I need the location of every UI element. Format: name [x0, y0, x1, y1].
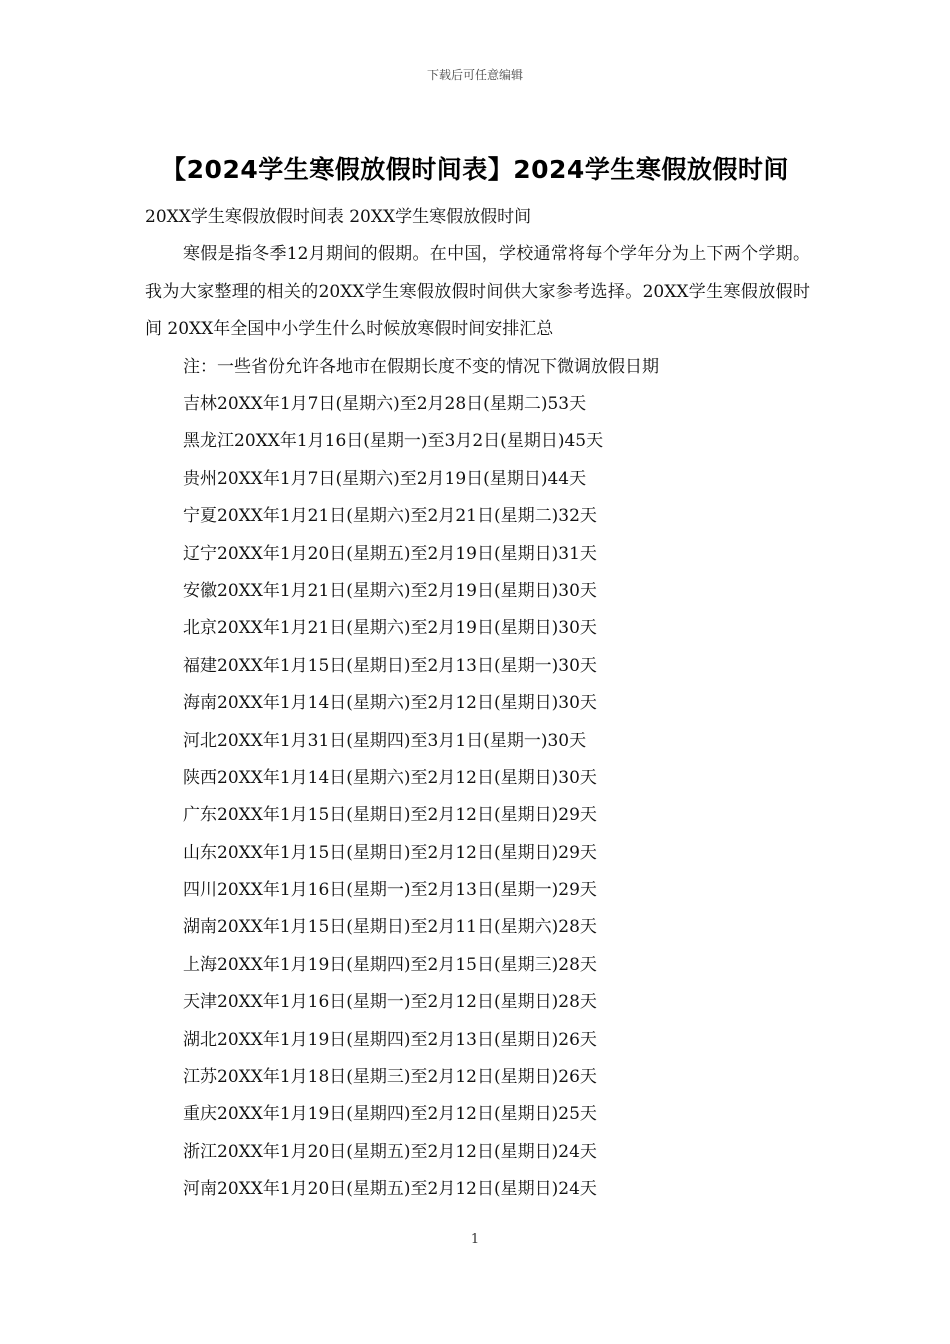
schedule-item: 天津20XX年1月16日(星期一)至2月12日(星期日)28天	[183, 992, 597, 1013]
schedule-item: 四川20XX年1月16日(星期一)至2月13日(星期一)29天	[183, 880, 597, 901]
schedule-item: 北京20XX年1月21日(星期六)至2月19日(星期日)30天	[183, 618, 597, 639]
page-number: 1	[470, 1232, 480, 1247]
schedule-item: 安徽20XX年1月21日(星期六)至2月19日(星期日)30天	[183, 580, 597, 601]
schedule-item: 河北20XX年1月31日(星期四)至3月1日(星期一)30天	[183, 730, 587, 751]
schedule-list	[145, 386, 810, 1209]
schedule-item: 浙江20XX年1月20日(星期五)至2月12日(星期日)24天	[183, 1141, 597, 1162]
schedule-item: 陕西20XX年1月14日(星期六)至2月12日(星期日)30天	[183, 767, 597, 788]
note-line: 注：一些省份允许各地市在假期长度不变的情况下微调放假日期	[183, 356, 659, 377]
schedule-item: 辽宁20XX年1月20日(星期五)至2月19日(星期日)31天	[183, 543, 597, 564]
intro-paragraph: 寒假是指冬季12月期间的假期。在中国，学校通常将每个学年分为上下两个学期。我为大家整理的相关的20XX学生寒假放假时间供大家参考选择。20XX学生寒假放假时间 20XX年全国中小学生什么时候放寒假时间安排汇总	[145, 244, 810, 340]
schedule-item: 福建20XX年1月15日(星期日)至2月13日(星期一)30天	[183, 655, 597, 676]
schedule-item: 吉林20XX年1月7日(星期六)至2月28日(星期二)53天	[183, 394, 587, 414]
schedule-item: 湖南20XX年1月15日(星期日)至2月11日(星期六)28天	[183, 917, 597, 938]
schedule-item: 重庆20XX年1月19日(星期四)至2月12日(星期日)25天	[183, 1104, 597, 1125]
schedule-item: 上海20XX年1月19日(星期四)至2月15日(星期三)28天	[183, 954, 597, 975]
schedule-item: 海南20XX年1月14日(星期六)至2月12日(星期日)30天	[183, 693, 597, 714]
schedule-item: 广东20XX年1月15日(星期日)至2月12日(星期日)29天	[183, 805, 597, 826]
schedule-item: 江苏20XX年1月18日(星期三)至2月12日(星期日)26天	[183, 1067, 597, 1088]
subtitle-line: 20XX学生寒假放假时间表 20XX学生寒假放假时间	[145, 207, 532, 227]
schedule-item: 河南20XX年1月20日(星期五)至2月12日(星期日)24天	[183, 1179, 597, 1200]
schedule-item: 湖北20XX年1月19日(星期四)至2月13日(星期日)26天	[183, 1029, 597, 1050]
schedule-item: 山东20XX年1月15日(星期日)至2月12日(星期日)29天	[183, 842, 597, 863]
page-header: 下载后可任意编辑	[426, 68, 523, 82]
schedule-item: 贵州20XX年1月7日(星期六)至2月19日(星期日)44天	[183, 468, 587, 489]
document-title: 【2024学生寒假放假时间表】2024学生寒假放假时间	[161, 155, 789, 184]
schedule-item: 宁夏20XX年1月21日(星期六)至2月21日(星期二)32天	[183, 506, 597, 527]
document-body	[145, 199, 810, 1209]
schedule-item: 黑龙江20XX年1月16日(星期一)至3月2日(星期日)45天	[183, 431, 604, 452]
